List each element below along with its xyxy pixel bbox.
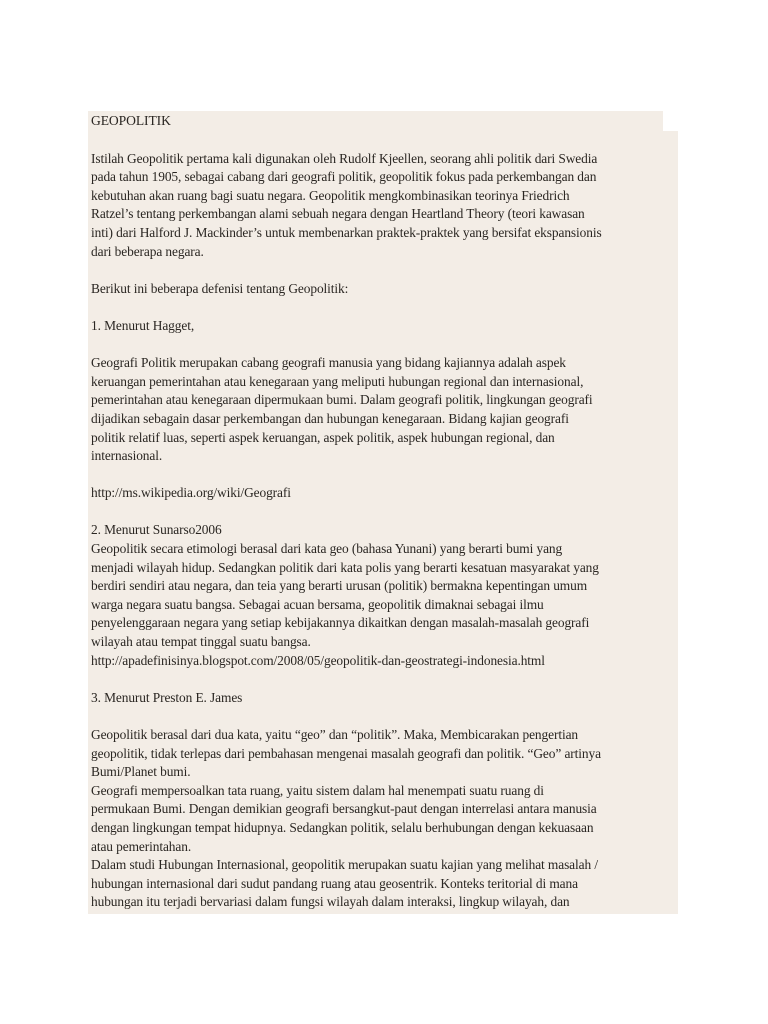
paragraph-gap [91, 707, 677, 726]
definition-1-source-link[interactable]: http://ms.wikipedia.org/wiki/Geografi [91, 485, 291, 501]
paragraph-gap [91, 670, 677, 689]
document-content [91, 111, 677, 912]
paragraph-gap [91, 503, 677, 522]
definitions-intro: Berikut ini beberapa defenisi tentang Geopolitik: [91, 280, 349, 296]
definition-1-heading: 1. Menurut Hagget, [91, 317, 195, 333]
paragraph-gap [91, 336, 677, 355]
definition-3-paragraph-1: Geopolitik berasal dari dua kata, yaitu “geo” dan “politik”. Maka, Membicarakan pengertian geopolitik, tidak terlepas dari pembahasan mengenai masalah geografi dan politik. “Geo” artinya Bumi/Planet bumi. [91, 727, 601, 780]
definition-3-heading: 3. Menurut Preston E. James [91, 689, 243, 705]
definition-3-paragraph-2: Geografi mempersoalkan tata ruang, yaitu sistem dalam hal menempati suatu ruang di permukaan Bumi. Dengan demikian geografi bersangkut-paut dengan interrelasi antara manusia dengan lingkungan tempat hidupnya. Sedangkan politik, selalu berhubungan dengan kekuasaan atau pemerintahan. [91, 782, 597, 854]
definition-1-text: Geografi Politik merupakan cabang geografi manusia yang bidang kajiannya adalah aspek keruangan pemerintahan atau kenegaraan yang meliputi hubungan regional dan internasional, pemerintahan atau kenegaraan dipermukaan bumi. Dalam geografi politik, lingkungan geografi dijadikan sebagain dasar perkembangan dan hubungan kenegaraan. Bidang kajian geografi politik relatif luas, seperti aspek keruangan, aspek politik, aspek hubungan regional, dan internasional. [91, 355, 593, 464]
paragraph-gap [91, 466, 677, 485]
document-title: GEOPOLITIK [91, 113, 171, 128]
paragraph-gap [91, 131, 677, 150]
definition-3-paragraph-3: Dalam studi Hubungan Internasional, geopolitik merupakan suatu kajian yang melihat masalah / hubungan internasional dari sudut pandang ruang atau geosentrik. Konteks teritorial di mana hubungan itu terjadi bervariasi dalam fungsi wilayah dalam interaksi, lingkup wilayah, dan [91, 857, 598, 910]
definition-2-source-link[interactable]: http://apadefinisinya.blogspot.com/2008/05/geopolitik-dan-geostrategi-indonesia.html [91, 652, 545, 668]
intro-paragraph: Istilah Geopolitik pertama kali digunakan oleh Rudolf Kjeellen, seorang ahli politik dari Swedia pada tahun 1905, sebagai cabang dari geografi politik, geopolitik fokus pada perkembangan dan kebutuhan akan ruang bagi suatu negara. Geopolitik mengkombinasikan teorinya Friedrich Ratzel’s tentang perkembangan alami sebuah negara dengan Heartland Theory (teori kawasan inti) dari Halford J. Mackinder’s untuk membenarkan praktek-praktek yang bersifat ekspansionis dari beberapa negara. [91, 150, 602, 259]
paragraph-gap [91, 261, 677, 280]
definition-2-heading: 2. Menurut Sunarso2006 [91, 522, 222, 538]
paragraph-gap [91, 298, 677, 317]
definition-2-text: Geopolitik secara etimologi berasal dari kata geo (bahasa Yunani) yang berarti bumi yang menjadi wilayah hidup. Sedangkan politik dari kata polis yang berarti kesatuan masyarakat yang berdiri sendiri atau negara, dan teia yang berarti urusan (politik) bermakna kepentingan umum warga negara suatu bangsa. Sebagai acuan bersama, geopolitik dimaknai sebagai ilmu penyelenggaraan negara yang setiap kebijakannya dikaitkan dengan masalah-masalah geografi wilayah atau tempat tinggal suatu bangsa. [91, 541, 599, 650]
